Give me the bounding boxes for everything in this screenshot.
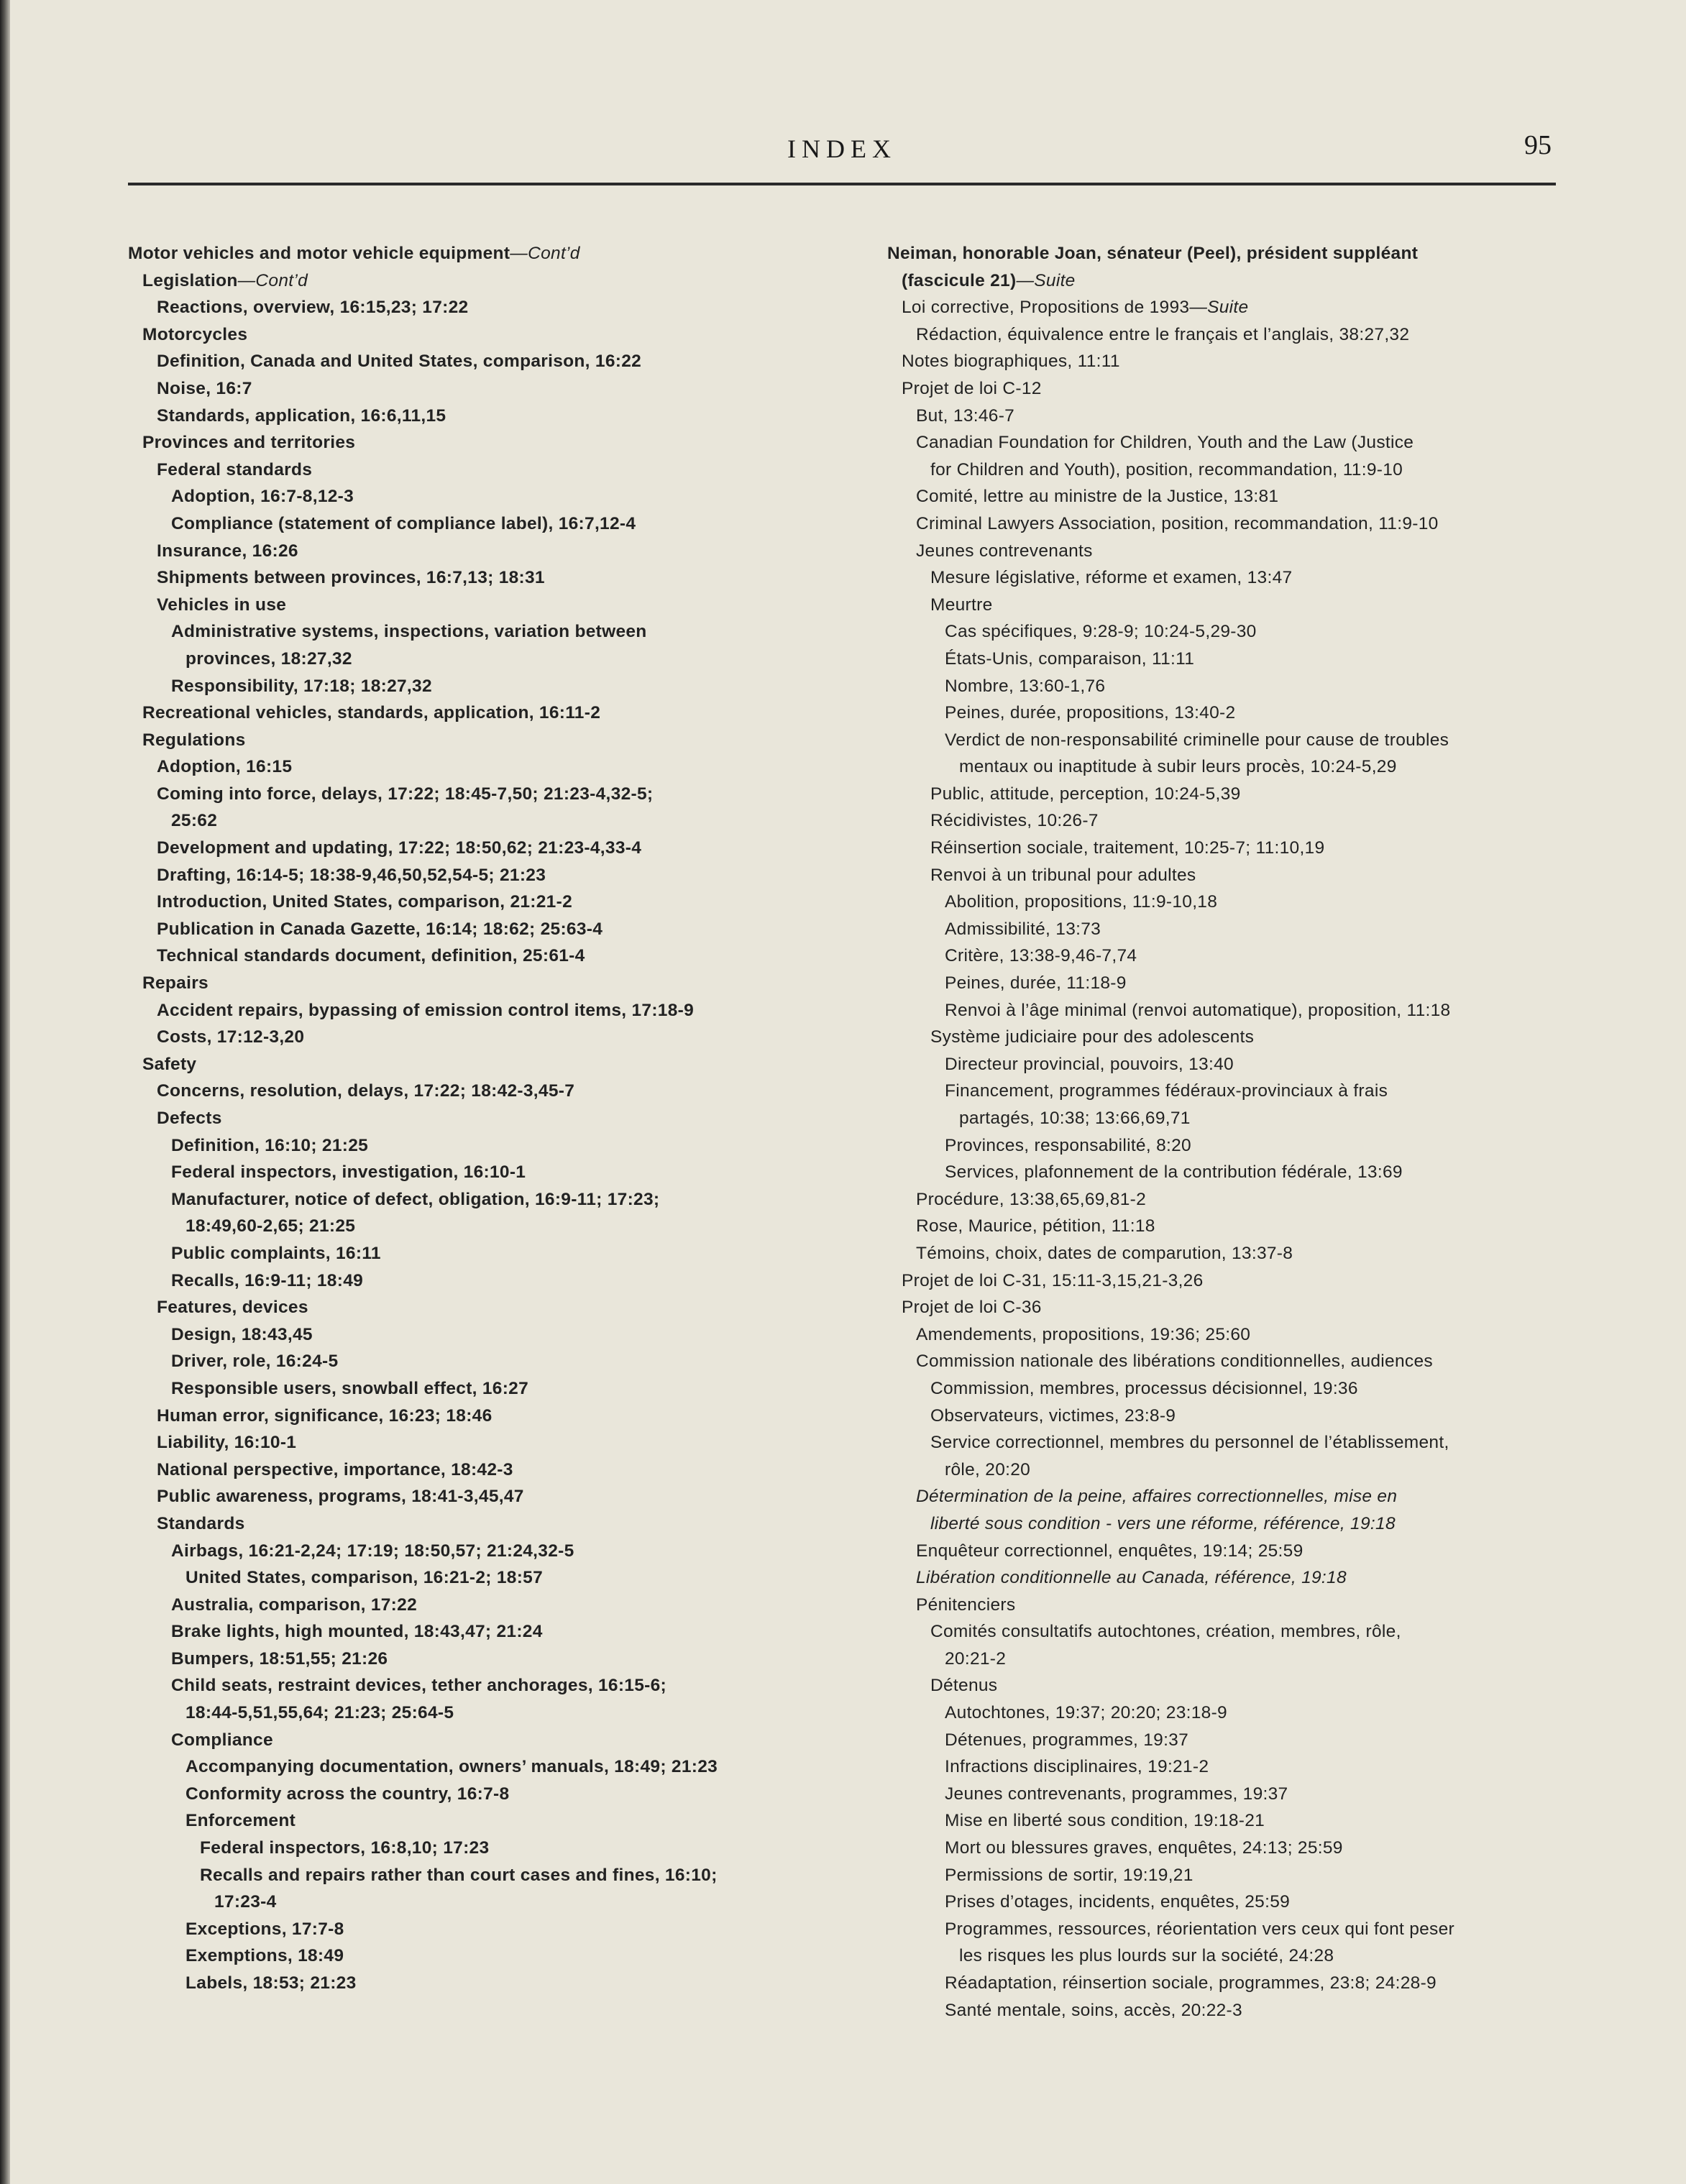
index-entry — [128, 781, 869, 808]
index-entry — [128, 510, 869, 538]
header-rule — [128, 183, 1556, 185]
index-entry-text: Amendements, propositions, 19:36; 25:60 — [916, 1324, 1251, 1344]
index-entry-text: Brake lights, high mounted, 18:43,47; 21:24 — [171, 1622, 543, 1642]
index-entry — [128, 240, 869, 267]
index-entry-text: Technical standards document, definition, 25:61-4 — [157, 946, 585, 966]
index-entry-text: Récidivistes, 10:26-7 — [930, 811, 1099, 831]
index-entry — [887, 942, 1577, 970]
index-entry — [887, 1916, 1577, 1943]
index-entry-text: Financement, programmes fédéraux-provinciaux à frais — [945, 1081, 1388, 1101]
index-entry-text: Services, plafonnement de la contribution fédérale, 13:69 — [945, 1162, 1403, 1183]
index-entry-text: Liability, 16:10-1 — [157, 1433, 297, 1453]
index-entry-text: Réadaptation, réinsertion sociale, programmes, 23:8; 24:28-9 — [945, 1973, 1437, 1993]
index-entry — [128, 538, 869, 565]
index-entry-text: Provinces, responsabilité, 8:20 — [945, 1135, 1191, 1155]
index-entry — [128, 267, 869, 295]
index-entry — [128, 997, 869, 1024]
index-entry — [128, 942, 869, 970]
index-entry-text: Repairs — [142, 973, 209, 994]
index-entry-text: Mesure législative, réforme et examen, 13:47 — [930, 568, 1293, 588]
index-entry — [887, 889, 1577, 916]
index-entry — [887, 1592, 1577, 1619]
index-entry-text: Concerns, resolution, delays, 17:22; 18:42-3,45-7 — [157, 1081, 575, 1101]
index-entry — [128, 592, 869, 619]
index-entry — [887, 646, 1577, 673]
index-entry — [128, 970, 869, 997]
index-entry — [128, 456, 869, 484]
index-entry — [128, 1942, 869, 1970]
index-entry — [887, 1538, 1577, 1565]
index-entry — [128, 807, 869, 835]
index-entry-text: Provinces and territories — [142, 433, 356, 453]
index-entry — [887, 538, 1577, 565]
index-entry-text: Jeunes contrevenants — [916, 541, 1093, 561]
index-entry — [887, 753, 1577, 781]
index-entry — [887, 807, 1577, 835]
index-entry — [887, 1997, 1577, 2024]
index-entry-text: Peines, durée, 11:18-9 — [945, 973, 1127, 994]
index-entry-text: Directeur provincial, pouvoirs, 13:40 — [945, 1054, 1234, 1074]
index-entry-text: rôle, 20:20 — [945, 1459, 1031, 1479]
index-entry-text: Canadian Foundation for Children, Youth and the Law (Justice — [916, 433, 1414, 453]
index-entry — [128, 348, 869, 375]
index-entry-text: Adoption, 16:15 — [157, 757, 293, 777]
index-entry-text: Neiman, honorable Joan, sénateur (Peel), président suppléant — [887, 244, 1419, 263]
index-entry — [887, 1889, 1577, 1916]
index-entry — [128, 889, 869, 916]
index-entry — [887, 1024, 1577, 1051]
index-entry-text: Comité, lettre au ministre de la Justice, 13:81 — [916, 487, 1279, 507]
index-entry-text: Human error, significance, 16:23; 18:46 — [157, 1405, 492, 1426]
index-entry-text: Verdict de non-responsabilité criminelle pour cause de troubles — [945, 730, 1449, 750]
index-entry — [887, 1483, 1577, 1510]
index-entry — [128, 1727, 869, 1754]
index-entry — [128, 564, 869, 592]
index-entry-text: 18:49,60-2,65; 21:25 — [185, 1216, 356, 1236]
index-entry — [887, 267, 1577, 295]
index-entry — [887, 1672, 1577, 1699]
index-entry-text: Projet de loi C-36 — [902, 1298, 1042, 1318]
index-entry — [887, 1646, 1577, 1673]
index-entry-text: Safety — [142, 1054, 197, 1074]
index-entry — [887, 483, 1577, 510]
index-entry-text: Public complaints, 16:11 — [171, 1243, 381, 1263]
index-entry-text: Exceptions, 17:7-8 — [185, 1919, 344, 1939]
index-entry — [128, 618, 869, 646]
index-entry-text: Autochtones, 19:37; 20:20; 23:18-9 — [945, 1703, 1227, 1723]
index-entry-text: Definition, 16:10; 21:25 — [171, 1135, 369, 1155]
index-entry-text: Nombre, 13:60-1,76 — [945, 676, 1106, 696]
page-title: INDEX — [787, 134, 897, 163]
index-entry — [128, 1538, 869, 1565]
index-entry — [887, 699, 1577, 727]
index-entry — [887, 916, 1577, 943]
index-entry — [128, 835, 869, 862]
index-entry — [128, 1429, 869, 1456]
index-entry-text: Federal standards — [157, 459, 313, 480]
index-entry — [128, 1403, 869, 1430]
index-entry — [128, 403, 869, 430]
index-entry-text: Commission nationale des libérations conditionnelles, audiences — [916, 1352, 1433, 1372]
index-entry — [128, 1078, 869, 1105]
index-entry — [887, 403, 1577, 430]
index-entry-text: (fascicule 21) — [902, 270, 1017, 290]
continuation-marker: —Suite — [1016, 270, 1076, 290]
index-entry-text: Procédure, 13:38,65,69,81-2 — [916, 1189, 1147, 1209]
index-entry — [887, 1942, 1577, 1970]
index-entry — [128, 727, 869, 754]
index-entry-text: Responsible users, snowball effect, 16:27 — [171, 1378, 529, 1398]
index-entry-text: les risques les plus lourds sur la société, 24:28 — [959, 1946, 1334, 1966]
index-entry-text: Vehicles in use — [157, 595, 287, 615]
index-entry — [887, 1132, 1577, 1160]
index-entry-text: Recreational vehicles, standards, application, 16:11-2 — [142, 703, 601, 723]
index-entry — [887, 1348, 1577, 1375]
index-entry-text: Programmes, ressources, réorientation vers ceux qui font peser — [945, 1919, 1454, 1939]
page-header — [128, 127, 1556, 187]
index-entry-text: Motorcycles — [142, 324, 248, 344]
index-entry-text: Cas spécifiques, 9:28-9; 10:24-5,29-30 — [945, 622, 1257, 642]
index-entry-text: United States, comparison, 16:21-2; 18:57 — [185, 1568, 544, 1588]
index-entry — [128, 1321, 869, 1349]
index-entry-text: Mise en liberté sous condition, 19:18-21 — [945, 1811, 1265, 1831]
index-entry-text: Recalls and repairs rather than court cases and fines, 16:10; — [200, 1865, 718, 1885]
index-entry — [887, 429, 1577, 456]
index-entry-text: Noise, 16:7 — [157, 378, 252, 398]
index-entry-text: Critère, 13:38-9,46-7,74 — [945, 946, 1137, 966]
index-entry-text: Observateurs, victimes, 23:8-9 — [930, 1405, 1176, 1426]
index-entry-text: liberté sous condition - vers une réforme, référence, 19:18 — [930, 1513, 1396, 1533]
index-entry-text: Defects — [157, 1109, 222, 1128]
index-entry — [887, 727, 1577, 754]
index-entry — [128, 1753, 869, 1781]
index-entry-text: provinces, 18:27,32 — [185, 648, 352, 669]
index-entry — [887, 294, 1577, 321]
index-entry — [887, 1403, 1577, 1430]
index-entry — [128, 862, 869, 889]
index-entry — [887, 1213, 1577, 1240]
index-entry-text: Notes biographiques, 11:11 — [902, 352, 1120, 372]
index-entry — [887, 1429, 1577, 1456]
index-entry-text: Standards, application, 16:6,11,15 — [157, 405, 446, 426]
index-entry-text: Permissions de sortir, 19:19,21 — [945, 1865, 1194, 1885]
index-entry — [128, 429, 869, 456]
index-entry — [128, 321, 869, 349]
index-entry-text: Reactions, overview, 16:15,23; 17:22 — [157, 298, 469, 318]
index-entry-text: Shipments between provinces, 16:7,13; 18:31 — [157, 568, 545, 588]
index-entry-text: Exemptions, 18:49 — [185, 1946, 344, 1966]
index-entry — [128, 1456, 869, 1484]
index-entry-text: Renvoi à l’âge minimal (renvoi automatique), proposition, 11:18 — [945, 1000, 1451, 1020]
index-entry — [128, 1159, 869, 1186]
index-entry — [887, 1267, 1577, 1295]
index-entry-text: Criminal Lawyers Association, position, recommandation, 11:9-10 — [916, 513, 1439, 533]
index-entry — [128, 1024, 869, 1051]
index-entry-text: Compliance (statement of compliance label), 16:7,12-4 — [171, 513, 636, 533]
index-entry — [128, 916, 869, 943]
book-spine-shadow — [0, 0, 10, 2184]
index-entry-text: Peines, durée, propositions, 13:40-2 — [945, 703, 1236, 723]
index-entry — [887, 1970, 1577, 1997]
index-entry-text: 17:23-4 — [214, 1892, 277, 1912]
index-entry — [887, 1375, 1577, 1403]
index-entry — [887, 1753, 1577, 1781]
index-entry — [128, 1618, 869, 1646]
index-entry — [128, 1267, 869, 1295]
index-entry — [887, 1510, 1577, 1538]
index-entry — [887, 240, 1577, 267]
continuation-marker: —Cont’d — [237, 270, 308, 290]
index-entry — [128, 1889, 869, 1916]
index-entry — [887, 348, 1577, 375]
index-entry — [128, 1646, 869, 1673]
index-entry-text: Libération conditionnelle au Canada, référence, 19:18 — [916, 1568, 1347, 1588]
index-entry-text: Compliance — [171, 1730, 273, 1750]
index-entry-text: Rose, Maurice, pétition, 11:18 — [916, 1216, 1155, 1236]
index-entry — [128, 1699, 869, 1727]
index-entry — [887, 592, 1577, 619]
index-entry-text: Accident repairs, bypassing of emission control items, 17:18-9 — [157, 1000, 695, 1020]
index-column-left — [128, 240, 869, 1997]
index-entry — [887, 1564, 1577, 1592]
index-entry — [887, 1186, 1577, 1213]
index-entry-text: 18:44-5,51,55,64; 21:23; 25:64-5 — [185, 1703, 454, 1723]
index-entry — [887, 997, 1577, 1024]
index-entry-text: Conformity across the country, 16:7-8 — [185, 1784, 510, 1804]
index-entry — [128, 673, 869, 700]
index-entry — [128, 1186, 869, 1213]
index-entry-text: Accompanying documentation, owners’ manuals, 18:49; 21:23 — [185, 1757, 718, 1777]
index-entry — [128, 294, 869, 321]
index-entry-text: Réinsertion sociale, traitement, 10:25-7; 11:10,19 — [930, 838, 1325, 858]
index-entry — [887, 1781, 1577, 1808]
index-entry-text: mentaux ou inaptitude à subir leurs procès, 10:24-5,29 — [959, 757, 1397, 777]
index-entry — [887, 1699, 1577, 1727]
index-entry — [128, 483, 869, 510]
index-entry — [128, 375, 869, 403]
index-entry-text: Santé mentale, soins, accès, 20:22-3 — [945, 2000, 1242, 2020]
index-entry-text: Features, devices — [157, 1298, 308, 1318]
index-entry-text: Development and updating, 17:22; 18:50,62; 21:23-4,33-4 — [157, 838, 642, 858]
index-entry — [887, 456, 1577, 484]
index-entry-text: Comités consultatifs autochtones, création, membres, rôle, — [930, 1622, 1401, 1642]
index-entry-text: 25:62 — [171, 811, 218, 831]
index-entry-text: Administrative systems, inspections, variation between — [171, 622, 647, 642]
index-entry-text: Drafting, 16:14-5; 18:38-9,46,50,52,54-5; 21:23 — [157, 865, 546, 885]
index-entry-text: Design, 18:43,45 — [171, 1324, 313, 1344]
index-entry — [887, 1105, 1577, 1132]
index-entry — [887, 835, 1577, 862]
index-entry-text: But, 13:46-7 — [916, 405, 1015, 426]
index-entry-text: Système judiciaire pour des adolescents — [930, 1027, 1255, 1047]
index-entry — [887, 321, 1577, 349]
index-entry — [887, 510, 1577, 538]
index-entry-text: Mort ou blessures graves, enquêtes, 24:13; 25:59 — [945, 1838, 1343, 1858]
index-entry-text: Definition, Canada and United States, comparison, 16:22 — [157, 352, 642, 372]
index-entry — [128, 1781, 869, 1808]
index-entry-text: Projet de loi C-31, 15:11-3,15,21-3,26 — [902, 1270, 1204, 1290]
index-entry-text: Driver, role, 16:24-5 — [171, 1352, 339, 1372]
index-entry — [128, 1807, 869, 1835]
index-entry — [887, 970, 1577, 997]
index-entry-text: Infractions disciplinaires, 19:21-2 — [945, 1757, 1209, 1777]
index-entry-text: Recalls, 16:9-11; 18:49 — [171, 1270, 364, 1290]
index-entry — [128, 1510, 869, 1538]
index-entry — [887, 1807, 1577, 1835]
index-entry — [128, 1835, 869, 1862]
index-entry-text: Legislation — [142, 270, 238, 290]
continuation-marker: —Suite — [1189, 298, 1249, 318]
index-entry — [887, 781, 1577, 808]
index-entry — [887, 1159, 1577, 1186]
index-entry-text: Manufacturer, notice of defect, obligation, 16:9-11; 17:23; — [171, 1189, 660, 1209]
index-entry-text: Motor vehicles and motor vehicle equipment — [128, 244, 510, 263]
index-entry — [128, 1294, 869, 1321]
index-entry-text: Commission, membres, processus décisionnel, 19:36 — [930, 1378, 1358, 1398]
index-entry — [887, 1618, 1577, 1646]
index-entry-text: Enquêteur correctionnel, enquêtes, 19:14; 25:59 — [916, 1541, 1304, 1561]
index-entry-text: Loi corrective, Propositions de 1993 — [902, 298, 1190, 318]
index-entry — [887, 1321, 1577, 1349]
index-entry-text: Regulations — [142, 730, 246, 750]
index-entry — [887, 862, 1577, 889]
continuation-marker: —Cont’d — [510, 244, 580, 263]
index-entry-text: Bumpers, 18:51,55; 21:26 — [171, 1648, 388, 1669]
index-entry-text: Jeunes contrevenants, programmes, 19:37 — [945, 1784, 1288, 1804]
index-entry — [887, 1240, 1577, 1267]
index-entry — [128, 1240, 869, 1267]
index-entry-text: Coming into force, delays, 17:22; 18:45-7,50; 21:23-4,32-5; — [157, 784, 654, 804]
index-entry-text: Projet de loi C-12 — [902, 378, 1042, 398]
index-entry — [887, 375, 1577, 403]
index-entry-text: 20:21-2 — [945, 1648, 1007, 1669]
index-entry — [128, 1132, 869, 1160]
index-entry-text: Labels, 18:53; 21:23 — [185, 1973, 357, 1993]
index-entry — [128, 1970, 869, 1997]
index-entry — [128, 1375, 869, 1403]
page-number: 95 — [1524, 130, 1552, 160]
index-entry-text: Détermination de la peine, affaires correctionnelles, mise en — [916, 1487, 1398, 1507]
index-entry-text: Renvoi à un tribunal pour adultes — [930, 865, 1196, 885]
index-entry-text: Child seats, restraint devices, tether anchorages, 16:15-6; — [171, 1676, 666, 1696]
index-entry-text: Témoins, choix, dates de comparution, 13:37-8 — [916, 1243, 1293, 1263]
index-entry — [887, 564, 1577, 592]
index-entry — [128, 1213, 869, 1240]
index-entry — [887, 1294, 1577, 1321]
index-entry — [128, 1672, 869, 1699]
index-entry-text: Public awareness, programs, 18:41-3,45,47 — [157, 1487, 524, 1507]
index-entry-text: Standards — [157, 1513, 245, 1533]
index-entry-text: Enforcement — [185, 1811, 296, 1831]
index-entry-text: Pénitenciers — [916, 1595, 1016, 1615]
index-entry — [128, 1348, 869, 1375]
index-entry-text: Détenus — [930, 1676, 998, 1696]
index-entry-text: Federal inspectors, 16:8,10; 17:23 — [200, 1838, 490, 1858]
index-column-right — [887, 240, 1577, 2024]
index-entry-text: Meurtre — [930, 595, 993, 615]
index-entry — [128, 699, 869, 727]
index-entry-text: Rédaction, équivalence entre le français et l’anglais, 38:27,32 — [916, 324, 1410, 344]
index-entry — [128, 1592, 869, 1619]
index-entry-text: Publication in Canada Gazette, 16:14; 18:62; 25:63-4 — [157, 919, 603, 939]
index-entry — [887, 1078, 1577, 1105]
index-entry-text: Adoption, 16:7-8,12-3 — [171, 487, 354, 507]
index-entry-text: Introduction, United States, comparison, 21:21-2 — [157, 892, 572, 912]
index-entry-text: Service correctionnel, membres du personnel de l’établissement, — [930, 1433, 1449, 1453]
index-entry — [128, 1105, 869, 1132]
index-entry — [887, 1727, 1577, 1754]
index-entry — [128, 646, 869, 673]
index-entry — [128, 753, 869, 781]
index-entry-text: Airbags, 16:21-2,24; 17:19; 18:50,57; 21:24,32-5 — [171, 1541, 574, 1561]
index-entry-text: Public, attitude, perception, 10:24-5,39 — [930, 784, 1241, 804]
index-entry-text: Australia, comparison, 17:22 — [171, 1595, 417, 1615]
index-entry-text: partagés, 10:38; 13:66,69,71 — [959, 1109, 1191, 1128]
index-entry-text: Federal inspectors, investigation, 16:10-1 — [171, 1162, 526, 1183]
index-entry-text: Admissibilité, 13:73 — [945, 919, 1101, 939]
index-entry — [887, 618, 1577, 646]
index-entry — [128, 1483, 869, 1510]
index-entry — [887, 1835, 1577, 1862]
index-entry — [887, 673, 1577, 700]
index-entry — [128, 1564, 869, 1592]
index-entry — [887, 1862, 1577, 1889]
index-entry-text: États-Unis, comparaison, 11:11 — [945, 648, 1195, 669]
index-entry — [128, 1916, 869, 1943]
index-entry-text: for Children and Youth), position, recommandation, 11:9-10 — [930, 459, 1403, 480]
index-entry-text: Costs, 17:12-3,20 — [157, 1027, 305, 1047]
index-entry — [887, 1456, 1577, 1484]
index-entry — [128, 1051, 869, 1078]
index-entry-text: Détenues, programmes, 19:37 — [945, 1730, 1189, 1750]
index-entry-text: Responsibility, 17:18; 18:27,32 — [171, 676, 432, 696]
index-entry — [887, 1051, 1577, 1078]
index-entry-text: Prises d’otages, incidents, enquêtes, 25:59 — [945, 1892, 1291, 1912]
index-entry-text: Abolition, propositions, 11:9-10,18 — [945, 892, 1218, 912]
index-entry-text: National perspective, importance, 18:42-3 — [157, 1459, 513, 1479]
index-entry — [128, 1862, 869, 1889]
index-entry-text: Insurance, 16:26 — [157, 541, 298, 561]
